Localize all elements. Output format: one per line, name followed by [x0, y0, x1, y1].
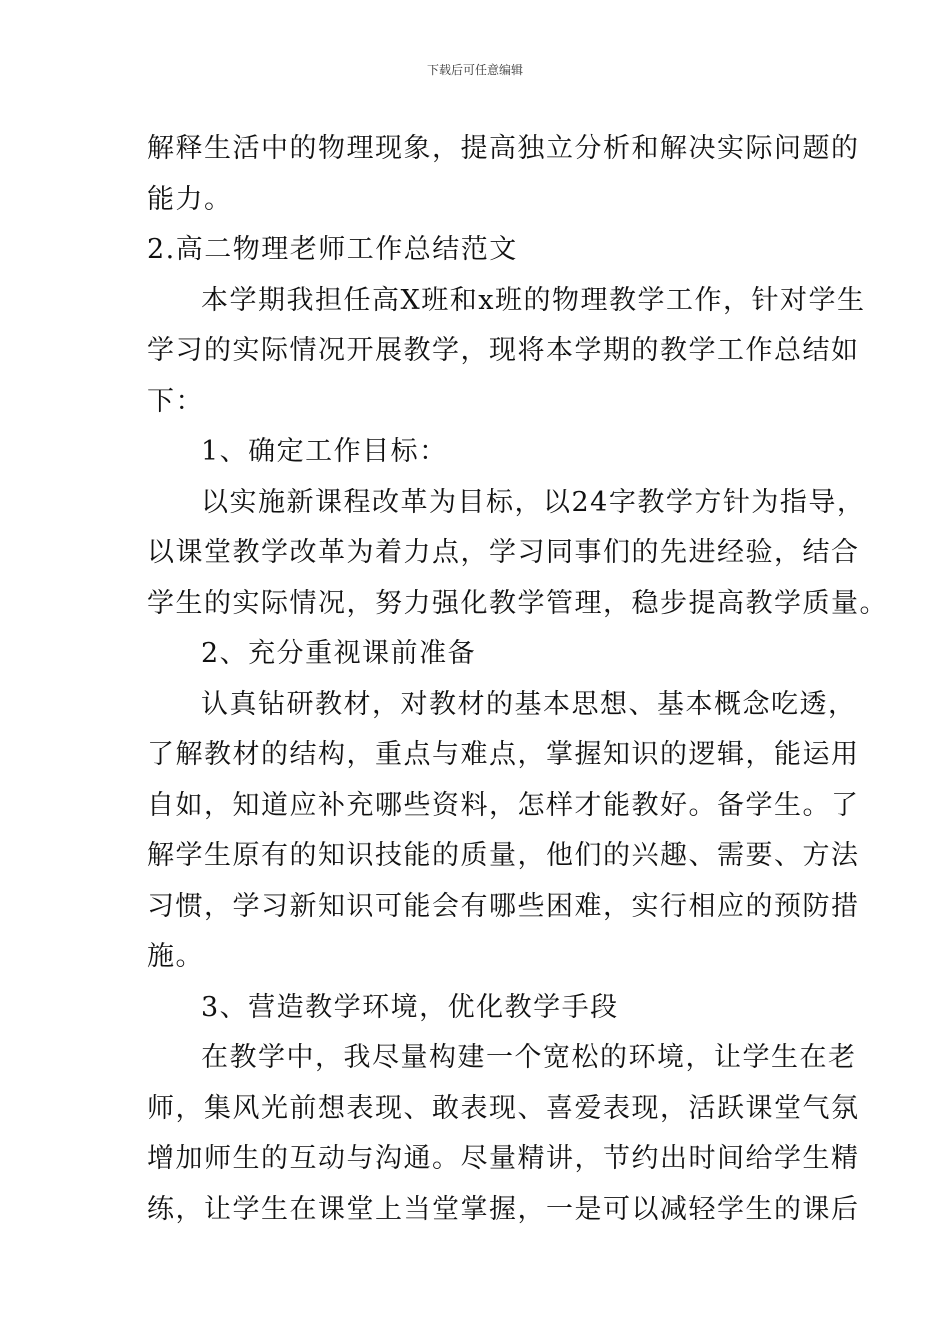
- subsection-heading: 3、营造教学环境，优化教学手段: [201, 991, 619, 1023]
- text-line: 练，让学生在课堂上当堂掌握，一是可以减轻学生的课后: [147, 1193, 860, 1225]
- text-line: 解学生原有的知识技能的质量，他们的兴趣、需要、方法: [147, 840, 860, 871]
- text-line: 以课堂教学改革为着力点，学习同事们的先进经验，结合: [147, 537, 860, 568]
- text-line: 以实施新课程改革为目标，以24字教学方针为指导，: [201, 486, 866, 518]
- subsection-heading: 1、确定工作目标：: [201, 436, 448, 467]
- text-line: 本学期我担任高X班和x班的物理教学工作，针对学生: [201, 284, 866, 316]
- text-line: 增加师生的互动与沟通。尽量精讲，节约出时间给学生精: [147, 1143, 860, 1174]
- text-line: 下：: [147, 385, 204, 417]
- section-heading: 2.高二物理老师工作总结范文: [147, 234, 518, 265]
- text-line: 施。: [147, 941, 204, 972]
- document-body: [147, 124, 888, 1235]
- text-line: 能力。: [147, 183, 233, 215]
- text-line: 了解教材的结构，重点与难点，掌握知识的逻辑，能运用: [147, 739, 860, 770]
- text-line: 学习的实际情况开展教学，现将本学期的教学工作总结如: [147, 335, 860, 366]
- text-line: 自如，知道应补充哪些资料，怎样才能教好。备学生。了: [147, 789, 860, 821]
- text-line: 在教学中，我尽量构建一个宽松的环境，让学生在老: [201, 1042, 857, 1073]
- text-line: 解释生活中的物理现象，提高独立分析和解决实际问题的: [147, 133, 860, 164]
- text-line: 学生的实际情况，努力强化教学管理，稳步提高教学质量。: [147, 587, 888, 619]
- page-header: 下载后可任意编辑: [426, 63, 523, 77]
- subsection-heading: 2、充分重视课前准备: [201, 638, 477, 669]
- text-line: 认真钻研教材，对教材的基本思想、基本概念吃透，: [201, 688, 857, 720]
- text-line: 师，集风光前想表现、敢表现、喜爱表现，活跃课堂气氛: [147, 1092, 860, 1124]
- text-line: 习惯，学习新知识可能会有哪些困难，实行相应的预防措: [147, 890, 860, 922]
